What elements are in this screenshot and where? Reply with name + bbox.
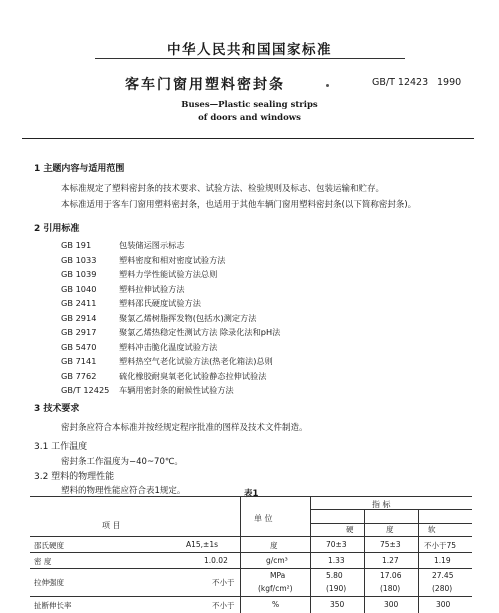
table-col-rule-1 <box>240 496 241 613</box>
row-3-value-3: 27.45 <box>432 571 454 580</box>
section-2-heading: 2 引用标准 <box>34 224 80 234</box>
title-separator-rule <box>22 138 474 139</box>
reference-item <box>61 240 185 251</box>
reference-title: 塑料拉伸试验方法 <box>119 283 185 294</box>
reference-number: GB/T 12425 <box>61 385 110 395</box>
reference-number: GB 1040 <box>61 283 97 294</box>
section-1-paragraph-2: 本标准适用于客车门窗用塑料密封条，也适用于其他车辆门窗用塑料密封条(以下简称密封条)。 <box>61 200 417 210</box>
row-2-value-1: 1.33 <box>328 556 345 565</box>
reference-number: GB 7141 <box>61 356 97 366</box>
table-caption: 表1 <box>244 489 259 499</box>
table-row-rule-2 <box>30 568 472 569</box>
reference-title: 聚氯乙烯树脂挥发物(包括水)测定方法 <box>119 312 257 323</box>
table-row-rule-3 <box>30 596 472 597</box>
row-1-condition: A15,±1s <box>186 540 219 549</box>
reference-item <box>61 313 256 324</box>
row-3-value-2: 17.06 <box>380 571 402 580</box>
reference-item <box>61 371 266 382</box>
section-3-heading: 3 技术要求 <box>34 404 80 414</box>
reference-item <box>61 385 234 396</box>
reference-item <box>61 327 280 338</box>
row-4-value-1: (190) <box>326 584 347 593</box>
standard-year: 1990 <box>437 77 462 88</box>
row-4-value-2: (180) <box>380 584 401 593</box>
reference-title: 聚氯乙烯热稳定性测试方法 除录化法和pH法 <box>119 327 281 337</box>
table-row-rule-1 <box>30 552 472 553</box>
reference-item <box>61 298 201 309</box>
reference-number: GB 191 <box>61 240 92 250</box>
reference-title: 塑料热空气老化试验方法(热老化箱法)总则 <box>119 356 273 366</box>
reference-title: 硫化橡胶耐臭氧老化试验静态拉伸试验法 <box>119 370 267 381</box>
english-title-line1: Buses—Plastic sealing strips <box>181 100 318 110</box>
table-header-bottom-rule <box>30 536 472 537</box>
table-col-rule-3 <box>364 509 365 613</box>
physical-properties-table <box>30 496 472 613</box>
standard-number: GB/T 12423 <box>372 77 429 88</box>
reference-number: GB 2914 <box>61 312 97 323</box>
reference-number: GB 2411 <box>61 298 97 308</box>
row-2-item: 密 度 <box>34 557 52 566</box>
row-2-condition: 1.0.02 <box>204 556 228 565</box>
section-3-2-text: 塑料的物理性能应符合表1规定。 <box>61 486 186 496</box>
header-rule <box>95 58 405 59</box>
reference-number: GB 5470 <box>61 341 97 352</box>
reference-number: GB 2917 <box>61 327 97 337</box>
row-4-unit: (kgf/cm²) <box>258 584 293 593</box>
row-5-unit: % <box>272 600 280 609</box>
header-soft: 软 <box>428 525 436 534</box>
reference-title: 塑料邵氏硬度试验方法 <box>119 298 201 308</box>
reference-title: 塑料密度和相对密度试验方法 <box>119 254 226 265</box>
table-top-rule <box>30 496 472 497</box>
header-item: 项 目 <box>102 521 121 530</box>
reference-item <box>61 342 217 353</box>
row-2-value-3: 1.19 <box>434 556 451 565</box>
header-hard: 硬 <box>346 525 354 534</box>
row-5-value-1: 350 <box>330 600 345 609</box>
section-3-1-text: 密封条工作温度为−40~70℃。 <box>61 457 183 467</box>
row-5-item: 扯断伸长率 <box>34 601 72 610</box>
header-hard-sub: 度 <box>386 525 394 534</box>
row-3-value-1: 5.80 <box>326 571 343 580</box>
row-1-value-1: 70±3 <box>326 540 347 549</box>
row-3-item: 拉伸强度 <box>34 578 64 587</box>
english-title-line2: of doors and windows <box>198 113 301 123</box>
reference-item <box>61 356 273 367</box>
reference-title: 塑料力学性能试验方法总则 <box>119 269 218 279</box>
reference-number: GB 1039 <box>61 269 97 279</box>
scan-speck <box>326 84 329 87</box>
row-3-unit: MPa <box>270 571 286 580</box>
row-5-value-3: 300 <box>436 600 451 609</box>
row-2-unit: g/cm³ <box>266 556 288 565</box>
row-4-value-3: (280) <box>432 584 453 593</box>
row-1-item: 邵氏硬度 <box>34 541 64 550</box>
row-3-condition: 不小于 <box>212 578 235 587</box>
standard-org-heading: 中华人民共和国国家标准 <box>167 42 332 58</box>
section-1-paragraph-1: 本标准规定了塑料密封条的技术要求、试验方法、检验规则及标志、包装运输和贮存。 <box>61 184 385 194</box>
reference-title: 包装储运图示标志 <box>119 240 185 250</box>
section-3-1-heading: 3.1 工作温度 <box>34 442 88 452</box>
reference-number: GB 1033 <box>61 254 97 265</box>
table-col-rule-4 <box>418 509 419 613</box>
table-header-rule-1 <box>310 509 472 510</box>
section-3-2-heading: 3.2 塑料的物理性能 <box>34 472 115 482</box>
reference-item <box>61 269 217 280</box>
document-title: 客车门窗用塑料密封条 <box>125 77 285 93</box>
header-indicator: 指 标 <box>372 500 391 509</box>
row-1-value-3: 不小于75 <box>424 541 457 550</box>
table-col-rule-2 <box>310 496 311 613</box>
reference-item <box>61 255 225 266</box>
row-5-value-2: 300 <box>384 600 399 609</box>
reference-title: 塑料冲击脆化温度试验方法 <box>119 341 218 352</box>
reference-number: GB 7762 <box>61 370 97 381</box>
section-1-heading: 1 主题内容与适用范围 <box>34 164 125 174</box>
reference-item <box>61 284 185 295</box>
section-3-paragraph: 密封条应符合本标准并按经规定程序批准的图样及技术文件制造。 <box>61 423 308 433</box>
row-1-value-2: 75±3 <box>380 540 401 549</box>
row-2-value-2: 1.27 <box>382 556 399 565</box>
row-5-condition: 不小于 <box>212 601 235 610</box>
header-unit: 单 位 <box>254 514 273 523</box>
row-1-unit: 度 <box>270 541 278 550</box>
reference-title: 车辆用密封条的耐候性试验方法 <box>119 385 234 395</box>
